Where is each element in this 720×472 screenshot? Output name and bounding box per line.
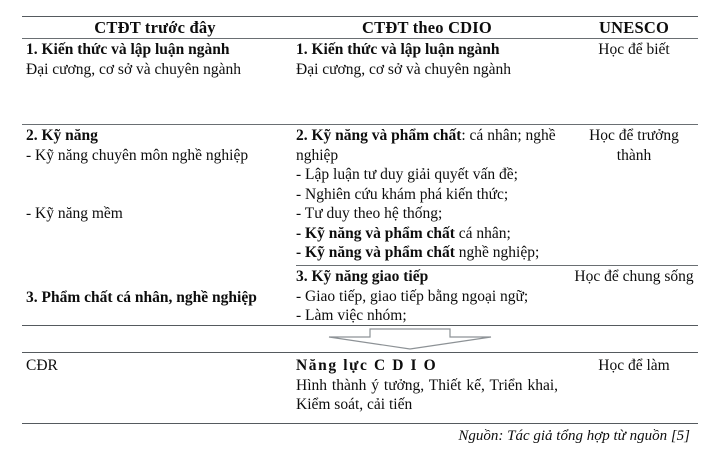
row2-cell-previous-program bbox=[22, 126, 290, 224]
outcome-cell-cdio-program bbox=[296, 356, 564, 415]
row3-b-bullet1: - Giao tiếp, giao tiếp bằng ngoại ngữ; bbox=[296, 287, 529, 305]
row2-b-bullet1: - Lập luận tư duy giải quyết vấn đề; bbox=[296, 166, 518, 183]
row2-b-bullet5 bbox=[296, 243, 558, 263]
row2-cell-cdio-program bbox=[296, 126, 564, 263]
row2-a-line1: 2. Kỹ năng bbox=[26, 127, 98, 144]
header-bottom-rule bbox=[22, 38, 698, 39]
row2-b-bullet3: - Tư duy theo hệ thống; bbox=[296, 205, 443, 222]
row3-b-line1: 3. Kỹ năng giao tiếp bbox=[296, 268, 429, 285]
table-row bbox=[22, 40, 698, 124]
row2-cell-unesco bbox=[570, 126, 698, 166]
table-row bbox=[22, 267, 698, 325]
outcome-c-value: Học để làm bbox=[598, 357, 670, 374]
outcome-bottom-rule bbox=[22, 423, 698, 424]
row2-b-bullet4 bbox=[296, 224, 558, 244]
outcome-b-line2: Hình thành ý tưởng, Thiết kế, Triển khai, Kiểm soát, cải tiến bbox=[296, 376, 558, 413]
row2-b-bullet4-bold: - Kỹ năng và phẩm chất bbox=[296, 224, 455, 242]
outcome-a-line1: CĐR bbox=[26, 357, 58, 374]
column-header-unesco: UNESCO bbox=[599, 18, 669, 37]
outcome-b-line1: Năng lực C D I O bbox=[296, 357, 438, 374]
row3-b-bullet2: - Làm việc nhóm; bbox=[296, 307, 407, 324]
table-row bbox=[22, 126, 698, 265]
row1-a-line2: Đại cương, cơ sở và chuyên ngành bbox=[26, 60, 242, 78]
row2-b-line1 bbox=[296, 126, 558, 165]
row3-a-line1: 3. Phẩm chất cá nhân, nghề nghiệp bbox=[26, 289, 257, 306]
row2-b-bullet5-rest: nghề nghiệp; bbox=[454, 244, 540, 261]
row3-cell-unesco bbox=[570, 267, 698, 287]
outcome-top-rule bbox=[22, 352, 698, 353]
row2-a-line3: - Kỹ năng mềm bbox=[26, 205, 123, 222]
down-arrow-icon bbox=[328, 328, 492, 350]
row3-cell-previous-program bbox=[22, 267, 290, 308]
row2-b-bullet4-rest: cá nhân; bbox=[454, 224, 511, 242]
outcome-cell-previous-program bbox=[22, 356, 290, 376]
row3-cell-cdio-program bbox=[296, 267, 564, 326]
row2-b-line1-rest: : cá nhân; nghề nghiệp bbox=[296, 127, 556, 164]
table-top-rule bbox=[22, 16, 698, 17]
row3-c-value: Học để chung sống bbox=[574, 268, 694, 285]
row1-b-line2: Đại cương, cơ sở và chuyên ngành bbox=[296, 60, 512, 78]
row1-cell-unesco bbox=[570, 40, 698, 60]
row2-a-line2: - Kỹ năng chuyên môn nghề nghiệp bbox=[26, 146, 249, 164]
row1-b-line1: 1. Kiến thức và lập luận ngành bbox=[296, 41, 500, 58]
table-bottom-rule bbox=[22, 325, 698, 326]
row2-b-line1-bold: 2. Kỹ năng và phẩm chất bbox=[296, 127, 462, 144]
row2-b-bullet5-bold: - Kỹ năng và phẩm chất bbox=[296, 244, 455, 261]
row2-c-value: Học để trưởng thành bbox=[589, 127, 679, 164]
row1-cell-previous-program bbox=[22, 40, 290, 79]
row1-c-value: Học để biết bbox=[598, 41, 670, 58]
table-row bbox=[22, 356, 698, 420]
row1-a-line1: 1. Kiến thức và lập luận ngành bbox=[26, 41, 230, 58]
column-header-previous-program: CTĐT trước đây bbox=[94, 18, 216, 37]
row2-b-bullet2: - Nghiên cứu khám phá kiến thức; bbox=[296, 185, 509, 203]
row2-partial-rule bbox=[296, 265, 698, 266]
row1-bottom-rule bbox=[22, 124, 698, 125]
row1-cell-cdio-program bbox=[296, 40, 564, 79]
table-header-row bbox=[22, 18, 698, 38]
outcome-cell-unesco bbox=[570, 356, 698, 376]
source-caption: Nguồn: Tác giả tổng hợp từ nguồn [5] bbox=[458, 428, 690, 444]
column-header-cdio-program: CTĐT theo CDIO bbox=[362, 18, 492, 37]
